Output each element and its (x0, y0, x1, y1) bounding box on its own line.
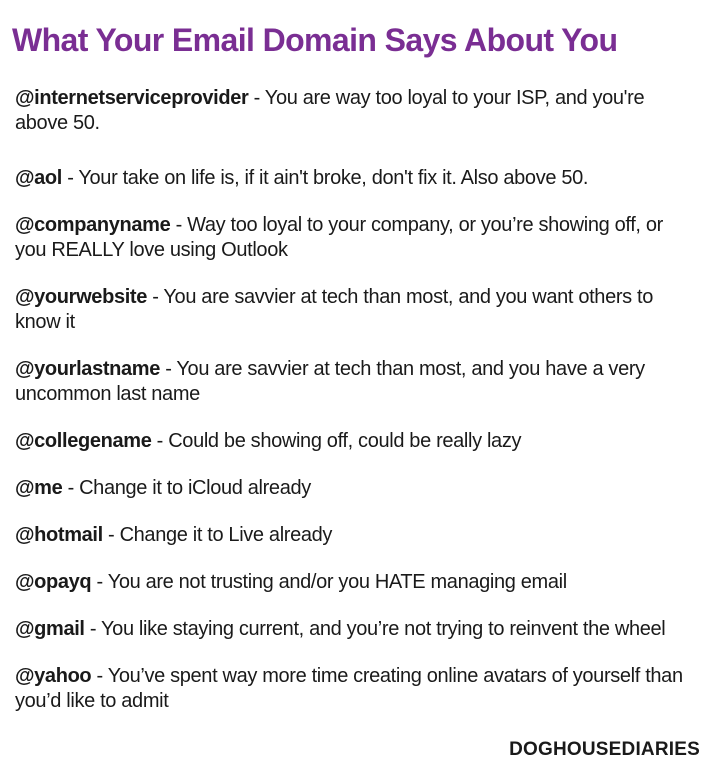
domain-label: @hotmail (15, 524, 103, 546)
separator: - (147, 286, 164, 308)
list-item-yahoo (15, 664, 698, 714)
list-item-internetserviceprovider (15, 86, 698, 136)
domain-description: Your take on life is, if it ain't broke, don't fix it. Also above 50. (78, 167, 589, 189)
brand-wordmark: DOGHOUSEDIARIES (509, 739, 700, 760)
domain-label: @yahoo (15, 665, 92, 687)
domain-description: Could be showing off, could be really lazy (168, 430, 522, 452)
domain-list (15, 86, 698, 736)
separator: - (151, 430, 169, 452)
domain-description: Change it to Live already (119, 524, 333, 546)
domain-label: @companyname (15, 214, 171, 236)
list-item-companyname (15, 213, 698, 263)
separator: - (160, 358, 177, 380)
separator: - (84, 618, 102, 640)
list-item-yourwebsite (15, 285, 698, 335)
domain-label: @yourlastname (15, 358, 161, 380)
list-item-aol (15, 166, 698, 191)
list-item-collegename (15, 429, 698, 454)
list-item-opayq (15, 570, 698, 595)
list-item-me (15, 476, 698, 501)
domain-description: Way too loyal to your company, or you’re showing off, or you REALLY love using Outlook (15, 214, 663, 261)
list-item-gmail (15, 617, 698, 642)
domain-label: @aol (15, 167, 62, 189)
domain-label: @internetserviceprovider (15, 87, 249, 109)
domain-label: @me (15, 477, 63, 499)
domain-description: You are not trusting and/or you HATE managing email (107, 571, 567, 593)
domain-description: You are savvier at tech than most, and you have a very uncommon last name (15, 358, 645, 405)
domain-label: @gmail (15, 618, 85, 640)
separator: - (62, 167, 79, 189)
separator: - (91, 571, 108, 593)
separator: - (91, 665, 108, 687)
page-title: What Your Email Domain Says About You (12, 22, 618, 58)
domain-label: @collegename (15, 430, 152, 452)
separator: - (170, 214, 188, 236)
domain-description: You are way too loyal to your ISP, and you're above 50. (15, 87, 645, 134)
separator: - (62, 477, 80, 499)
domain-description: You are savvier at tech than most, and you want others to know it (15, 286, 654, 333)
domain-description: You’ve spent way more time creating online avatars of yourself than you’d like to admit (15, 665, 683, 712)
domain-description: Change it to iCloud already (79, 477, 311, 499)
list-item-yourlastname (15, 357, 698, 407)
separator: - (248, 87, 265, 109)
domain-label: @yourwebsite (15, 286, 148, 308)
separator: - (102, 524, 120, 546)
list-item-hotmail (15, 523, 698, 548)
domain-description: You like staying current, and you’re not trying to reinvent the wheel (101, 618, 666, 640)
domain-label: @opayq (15, 571, 92, 593)
